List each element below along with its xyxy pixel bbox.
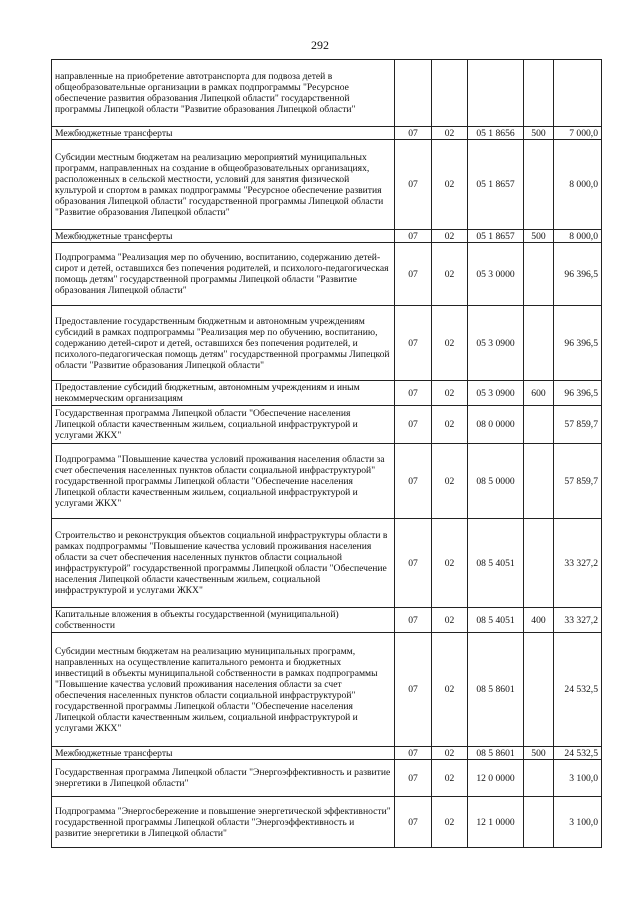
row-section: 07 (395, 406, 432, 444)
row-name: Предоставление субсидий бюджетным, автономным учреждениям и иным некоммерческим организациям (52, 381, 395, 406)
row-name: Предоставление государственным бюджетным и автономным учреждениям субсидий в рамках подпрограммы "Реализация мер по обучению, воспитанию, содержанию детей-сирот и детей, оставшихся без попечения родителей, и психолого-педагогическая помощь детям" государственной программы Липецкой области "Развитие образования Липецкой области" (52, 306, 395, 381)
row-name: Государственная программа Липецкой области "Энергоэффективность и развитие энергетики в Липецкой области" (52, 760, 395, 797)
row-subsection: 02 (432, 140, 468, 230)
row-type (524, 306, 554, 381)
table-row (52, 608, 602, 633)
row-amount: 24 532,5 (554, 747, 602, 760)
row-amount: 96 396,5 (554, 243, 602, 306)
row-target: 05 1 8656 (468, 127, 524, 140)
table-row (52, 140, 602, 230)
row-amount: 24 532,5 (554, 633, 602, 747)
row-subsection: 02 (432, 444, 468, 519)
row-amount: 57 859,7 (554, 444, 602, 519)
table-row (52, 60, 602, 127)
row-amount: 96 396,5 (554, 306, 602, 381)
row-name: Субсидии местным бюджетам на реализацию муниципальных программ, направленных на осуществление капитального ремонта и бюджетных инвестиций в объекты муниципальной собственности в рамках подпрограммы "Повышение качества условий проживания населения области за счет обеспечения населенных пунктов области социальной инфраструктурой" государственной программы Липецкой области "Обеспечение населения Липецкой области качественным жильем, социальной инфраструктурой и услугами ЖКХ" (52, 633, 395, 747)
row-subsection: 02 (432, 608, 468, 633)
row-amount (554, 60, 602, 127)
table-row (52, 633, 602, 747)
row-section: 07 (395, 797, 432, 848)
row-subsection: 02 (432, 797, 468, 848)
row-section: 07 (395, 633, 432, 747)
row-type (524, 760, 554, 797)
row-name: Подпрограмма "Реализация мер по обучению, воспитанию, содержанию детей-сирот и детей, оставшихся без попечения родителей, и психолого-педагогическая помощь детям" государственной программы Липецкой области "Развитие образования Липецкой области" (52, 243, 395, 306)
row-amount: 8 000,0 (554, 230, 602, 243)
row-amount: 8 000,0 (554, 140, 602, 230)
row-type (524, 444, 554, 519)
row-target: 05 1 8657 (468, 230, 524, 243)
row-type (524, 406, 554, 444)
row-section: 07 (395, 306, 432, 381)
table-row (52, 747, 602, 760)
row-subsection: 02 (432, 633, 468, 747)
row-type (524, 797, 554, 848)
row-target: 08 0 0000 (468, 406, 524, 444)
table-row (52, 127, 602, 140)
row-subsection: 02 (432, 243, 468, 306)
row-subsection: 02 (432, 406, 468, 444)
row-name: Межбюджетные трансферты (52, 127, 395, 140)
row-name: Государственная программа Липецкой области "Обеспечение населения Липецкой области качественным жильем, социальной инфраструктурой и услугами ЖКХ" (52, 406, 395, 444)
page-number: 292 (311, 38, 329, 52)
row-target: 08 5 8601 (468, 633, 524, 747)
row-amount: 3 100,0 (554, 797, 602, 848)
row-amount: 33 327,2 (554, 608, 602, 633)
row-target: 08 5 8601 (468, 747, 524, 760)
row-type: 500 (524, 127, 554, 140)
row-type: 500 (524, 230, 554, 243)
row-name: Субсидии местным бюджетам на реализацию мероприятий муниципальных программ, направленных на создание в общеобразовательных организациях, расположенных в сельской местности, условий для занятия физической культурой и спортом в рамках подпрограммы "Ресурсное обеспечение развития образования Липецкой области" государственной программы Липецкой области "Развитие образования Липецкой области" (52, 140, 395, 230)
row-section: 07 (395, 381, 432, 406)
table-row (52, 230, 602, 243)
table-row (52, 760, 602, 797)
row-target: 12 0 0000 (468, 760, 524, 797)
table-row (52, 519, 602, 608)
table-row (52, 406, 602, 444)
row-target: 08 5 0000 (468, 444, 524, 519)
row-section: 07 (395, 519, 432, 608)
table-row (52, 797, 602, 848)
row-name: Межбюджетные трансферты (52, 747, 395, 760)
row-subsection: 02 (432, 519, 468, 608)
row-type (524, 140, 554, 230)
budget-table (51, 59, 602, 848)
row-subsection: 02 (432, 381, 468, 406)
row-type (524, 519, 554, 608)
row-target: 05 3 0900 (468, 306, 524, 381)
row-section: 07 (395, 747, 432, 760)
row-name: Межбюджетные трансферты (52, 230, 395, 243)
row-subsection: 02 (432, 747, 468, 760)
row-type (524, 60, 554, 127)
row-name: Капитальные вложения в объекты государственной (муниципальной) собственности (52, 608, 395, 633)
row-subsection: 02 (432, 760, 468, 797)
table-row (52, 243, 602, 306)
table-row (52, 381, 602, 406)
row-amount: 7 000,0 (554, 127, 602, 140)
row-section: 07 (395, 140, 432, 230)
row-section: 07 (395, 444, 432, 519)
row-name: направленные на приобретение автотранспорта для подвоза детей в общеобразовательные организации в рамках подпрограммы "Ресурсное обеспечение развития образования Липецкой области" государственной программы Липецкой области "Развитие образования Липецкой области" (52, 60, 395, 127)
row-subsection: 02 (432, 127, 468, 140)
row-target: 12 1 0000 (468, 797, 524, 848)
row-subsection (432, 60, 468, 127)
row-amount: 96 396,5 (554, 381, 602, 406)
row-type: 500 (524, 747, 554, 760)
row-subsection: 02 (432, 230, 468, 243)
row-type (524, 633, 554, 747)
row-type (524, 243, 554, 306)
table-row (52, 306, 602, 381)
row-amount: 57 859,7 (554, 406, 602, 444)
table-row (52, 444, 602, 519)
row-target: 05 3 0000 (468, 243, 524, 306)
row-target: 08 5 4051 (468, 608, 524, 633)
row-name: Строительство и реконструкция объектов социальной инфраструктуры области в рамках подпрограммы "Повышение качества условий проживания населения области за счет обеспечения населенных пунктов области социальной инфраструктурой" государственной программы Липецкой области "Обеспечение населения Липецкой области качественным жильем, социальной инфраструктурой и услугами ЖКХ" (52, 519, 395, 608)
row-amount: 33 327,2 (554, 519, 602, 608)
row-target: 05 3 0900 (468, 381, 524, 406)
row-section: 07 (395, 608, 432, 633)
row-target: 05 1 8657 (468, 140, 524, 230)
row-section: 07 (395, 127, 432, 140)
row-subsection: 02 (432, 306, 468, 381)
row-section: 07 (395, 243, 432, 306)
row-name: Подпрограмма "Энергосбережение и повышение энергетической эффективности" государственной программы Липецкой области "Энергоэффективность и развитие энергетики в Липецкой области" (52, 797, 395, 848)
row-section: 07 (395, 230, 432, 243)
row-type: 400 (524, 608, 554, 633)
row-amount: 3 100,0 (554, 760, 602, 797)
row-target (468, 60, 524, 127)
row-section (395, 60, 432, 127)
row-name: Подпрограмма "Повышение качества условий проживания населения области за счет обеспечения населенных пунктов области социальной инфраструктурой" государственной программы Липецкой области "Обеспечение населения Липецкой области качественным жильем, социальной инфраструктурой и услугами ЖКХ" (52, 444, 395, 519)
row-target: 08 5 4051 (468, 519, 524, 608)
row-section: 07 (395, 760, 432, 797)
row-type: 600 (524, 381, 554, 406)
